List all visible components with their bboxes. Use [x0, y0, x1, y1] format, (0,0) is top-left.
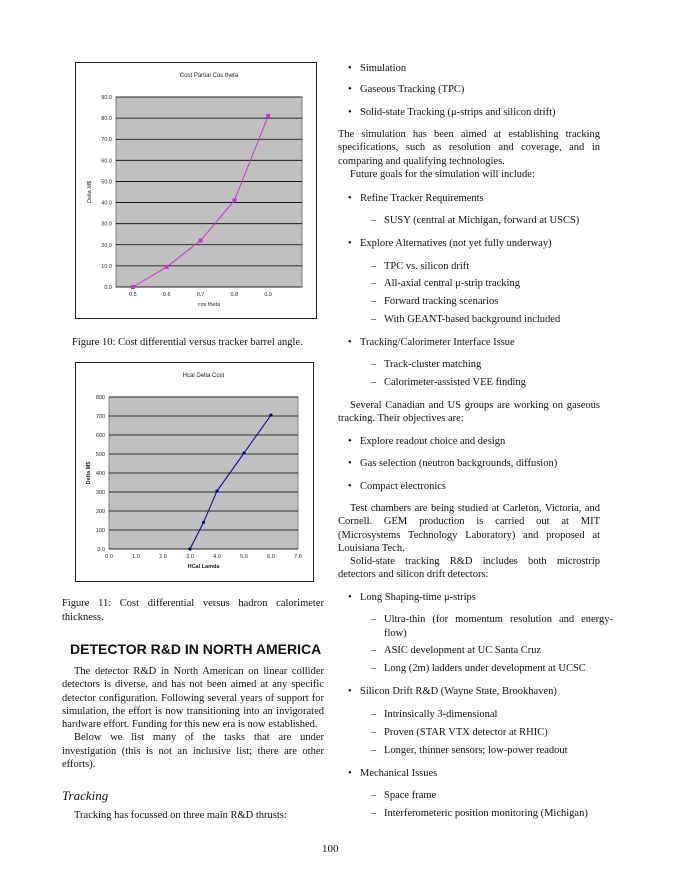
data-point	[266, 114, 270, 118]
x-tick-label: 3.0	[186, 554, 194, 560]
sub-list-item-text: Space frame	[384, 790, 437, 801]
sub-list-item: – All-axial central μ-strip tracking	[371, 278, 520, 289]
list-item-text: Explore readout choice and design	[360, 436, 506, 447]
list-item-text: Refine Tracker Requirements	[360, 193, 484, 204]
y-tick-label: 30.0	[101, 221, 112, 228]
sub-list-item: – Interferometeric position monitoring (Michigan)	[371, 808, 588, 819]
list-item-text: Mechanical Issues	[360, 768, 438, 779]
sub-list-item-text: Forward tracking scenarios	[384, 296, 499, 307]
list-item: • Compact electronics	[348, 481, 447, 492]
list-item-text: Long Shaping-time μ-strips	[360, 592, 476, 603]
x-tick-label: 4.0	[213, 554, 221, 560]
list-item: • Gaseous Tracking (TPC)	[348, 84, 465, 95]
figure-11-caption: Figure 11: Cost differential versus hadron calorimeter thickness.	[62, 598, 324, 623]
x-tick-label: 6.0	[267, 554, 275, 560]
task-list-intro: Below we list many of the tasks that are under investigation (this is not an inclusive list; there are other efforts).	[62, 732, 324, 771]
list-item: • Gas selection (neutron backgrounds, diffusion)	[348, 458, 558, 469]
x-tick-label: 1.0	[132, 554, 140, 560]
sub-list-item-text: Calorimeter-assisted VEE finding	[384, 377, 526, 388]
list-item-text: Silicon Drift R&D (Wayne State, Brookhaven)	[360, 686, 557, 697]
paragraph: Future goals for the simulation will include:	[350, 168, 535, 180]
list-item: • Tracking/Calorimeter Interface Issue	[348, 337, 515, 348]
data-point	[199, 239, 203, 243]
y-tick-label: 20.0	[101, 242, 112, 249]
data-point	[232, 198, 236, 202]
y-tick-label: 50.0	[101, 179, 112, 186]
sub-list-item: – Track-cluster matching	[371, 359, 482, 370]
sub-list-item: – With GEANT-based background included	[371, 314, 561, 325]
list-item: • Refine Tracker Requirements	[348, 193, 484, 204]
sub-list-item-text: Long (2m) ladders under development at UCSC	[384, 663, 586, 674]
y-tick-label: 700	[95, 414, 105, 420]
data-point	[269, 413, 272, 416]
data-point	[215, 489, 218, 492]
data-point	[131, 285, 135, 289]
sub-list-item-text: All-axial central μ-strip tracking	[384, 278, 520, 289]
data-point	[188, 547, 191, 550]
list-item-text: Gaseous Tracking (TPC)	[360, 84, 465, 95]
x-tick-label: 0.6	[162, 292, 171, 298]
y-tick-label: 500	[95, 452, 105, 458]
x-axis-label: HCal Lamda	[187, 564, 220, 570]
figure-10-chart	[75, 62, 317, 319]
sub-list-item-text: Intrinsically 3-dimensional	[384, 709, 498, 720]
sub-list-item-text: ASIC development at UC Santa Cruz	[384, 645, 542, 656]
y-tick-label: 600	[95, 433, 105, 439]
tracking-intro	[62, 809, 324, 822]
right-column	[338, 0, 613, 880]
left-text-block	[62, 665, 324, 771]
sub-list-item: – Space frame	[371, 790, 437, 801]
tracking-paragraph: Tracking has focussed on three main R&D thrusts:	[74, 810, 287, 821]
sub-list-item-text: Longer, thinner sensors; low-power readout	[384, 745, 568, 756]
chart-title: Hcal Delta Cost	[182, 373, 225, 379]
sub-list-item-text: TPC vs. silicon drift	[384, 261, 470, 272]
y-tick-label: 0.0	[104, 285, 112, 291]
figure-11-chart	[75, 362, 314, 582]
paragraph: The simulation has been aimed at establishing tracking specifications, such as resolution and coverage, and in comparing and qualifying technologies.	[338, 129, 600, 167]
y-tick-label: 10.0	[101, 263, 112, 270]
x-tick-label: 2.0	[159, 554, 167, 560]
y-tick-label: 90.0	[101, 95, 112, 101]
page-number: 100	[322, 843, 339, 855]
y-tick-label: 800	[95, 395, 105, 401]
sub-list-item: – Forward tracking scenarios	[371, 296, 499, 307]
y-tick-label: 200	[95, 509, 105, 515]
list-item-text: Tracking/Calorimeter Interface Issue	[360, 337, 515, 348]
paragraph: Several Canadian and US groups are working on gaseous tracking. Their objectives are:	[338, 400, 600, 425]
gaseous-paragraph-block	[338, 399, 600, 426]
list-item-text: Simulation	[360, 63, 407, 74]
x-tick-label: 0.7	[196, 292, 205, 298]
sub-list-item-text: With GEANT-based background included	[384, 314, 561, 325]
y-tick-label: 400	[95, 471, 105, 477]
y-tick-label: 70.0	[101, 137, 112, 144]
data-point	[165, 265, 169, 269]
x-tick-label: 7.0	[294, 554, 302, 560]
y-tick-label: 60.0	[101, 158, 112, 165]
list-item: • Explore readout choice and design	[348, 436, 506, 447]
x-tick-label: 0.5	[129, 292, 137, 298]
x-tick-label: 0.8	[230, 292, 239, 298]
chart-title: Cost Partial Cos theta	[179, 73, 239, 79]
sub-list-item-text: SUSY (central at Michigan, forward at USCS)	[384, 215, 580, 226]
y-tick-label: 0.0	[97, 547, 105, 553]
list-item: • Mechanical Issues	[348, 768, 438, 779]
x-axis-label: cos theta	[197, 302, 221, 308]
paragraph: Test chambers are being studied at Carleton, Victoria, and Cornell. GEM production is carried out at MIT (Microsystems Technology Laboratory) and proposed at Louisiana Tech.	[338, 503, 600, 554]
sub-list-item: – Calorimeter-assisted VEE finding	[371, 377, 526, 388]
list-item-text: Compact electronics	[360, 481, 447, 492]
list-item: • Long Shaping-time μ-strips	[348, 592, 476, 603]
list-item: • Solid-state Tracking (μ-strips and silicon drift)	[348, 107, 556, 118]
intro-paragraph: The detector R&D in North American on linear collider detectors is diverse, and has not been aimed at any specific detector configuration. Following several years of support for simulation, the effort is now transitioning into an invigorated hardware effort. Funding for this new era is now established.	[62, 666, 324, 731]
sub-list-item: – Ultra-thin (for momentum resolution and energy-flow)	[371, 614, 613, 639]
data-point	[202, 521, 205, 524]
figure-10-svg	[76, 63, 316, 318]
y-tick-label: 100	[95, 528, 105, 534]
sub-list-item-text: Track-cluster matching	[384, 359, 482, 370]
sub-list-item: – Intrinsically 3-dimensional	[371, 709, 498, 720]
x-tick-label: 5.0	[240, 554, 248, 560]
sub-list-item: – Longer, thinner sensors; low-power readout	[371, 745, 568, 756]
sub-list-item: – Long (2m) ladders under development at UCSC	[371, 663, 586, 674]
subsection-heading: Tracking	[62, 788, 109, 803]
y-tick-label: 40.0	[101, 200, 112, 207]
paragraph: Solid-state tracking R&D includes both microstrip detectors and silicon drift detectors:	[338, 556, 600, 581]
list-item-text: Explore Alternatives (not yet fully underway)	[360, 238, 552, 249]
figure-10-caption: Figure 10: Cost differential versus tracker barrel angle.	[72, 337, 303, 348]
y-axis-label: Delta M$	[86, 461, 92, 485]
sub-list-item: – ASIC development at UC Santa Cruz	[371, 645, 542, 656]
data-point	[242, 451, 245, 454]
simulation-paragraphs	[338, 128, 600, 181]
sub-list-item-text: Proven (STAR VTX detector at RHIC)	[384, 727, 548, 738]
y-axis-label: Delta M$	[87, 180, 93, 204]
list-item: • Simulation	[348, 63, 407, 74]
sub-list-item: – SUSY (central at Michigan, forward at USCS)	[371, 215, 580, 226]
x-tick-label: 0.9	[264, 292, 273, 298]
list-item: • Explore Alternatives (not yet fully underway)	[348, 238, 552, 249]
sub-list-item-text: Ultra-thin (for momentum resolution and energy-flow)	[384, 614, 613, 639]
y-tick-label: 300	[95, 490, 105, 496]
figure-11-svg	[76, 363, 313, 581]
x-tick-label: 0.0	[105, 554, 113, 560]
plot-area	[116, 97, 302, 287]
sub-list-item-text: Interferometeric position monitoring (Michigan)	[384, 808, 588, 819]
list-item-text: Gas selection (neutron backgrounds, diffusion)	[360, 458, 558, 469]
test-chamber-paragraphs	[338, 502, 600, 582]
sub-list-item: – TPC vs. silicon drift	[371, 261, 470, 272]
list-item: • Silicon Drift R&D (Wayne State, Brookhaven)	[348, 686, 557, 697]
y-tick-label: 80.0	[101, 116, 112, 123]
section-heading: DETECTOR R&D IN NORTH AMERICA	[70, 641, 322, 657]
list-item-text: Solid-state Tracking (μ-strips and silicon drift)	[360, 107, 556, 118]
sub-list-item: – Proven (STAR VTX detector at RHIC)	[371, 727, 548, 738]
